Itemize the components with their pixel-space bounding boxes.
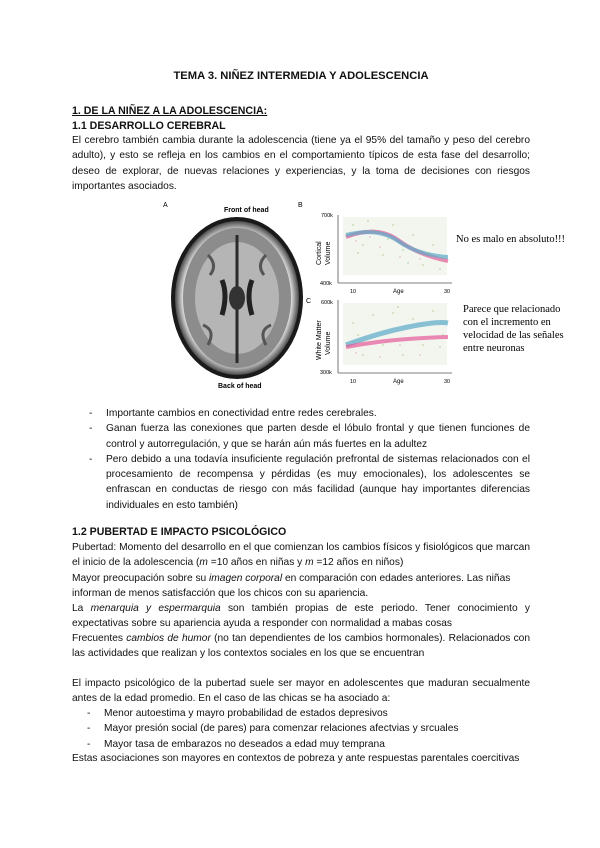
list-item: - Ganan fuerza las conexiones que parten desde el lóbulo frontal y que tienen funciones de control y autorregulación, y que se harán aún más fuertes en la adultez [72, 421, 530, 452]
cortical-y-top: 700k [321, 213, 333, 219]
note-white-matter-1: Parece que relacionado [463, 304, 561, 315]
brain-development-list [72, 406, 530, 513]
section-1-1-heading: 1.1 DESARROLLO CEREBRAL [72, 120, 226, 132]
cortical-xlabel: Age [393, 289, 404, 295]
document-title: TEMA 3. NIÑEZ INTERMEDIA Y ADOLESCENCIA [173, 70, 429, 82]
section-1-heading: 1. DE LA NIÑEZ A LA ADOLESCENCIA: [72, 105, 268, 117]
front-of-head-label: Front of head [224, 207, 269, 214]
cortical-volume-plot [338, 215, 452, 283]
poverty-paragraph: Estas asociaciones son mayores en contextos de pobreza y ante respuestas parentales coercitivas [72, 753, 520, 764]
white-matter-x-10: 10 [350, 379, 357, 385]
white-matter-x-30: 30 [444, 379, 451, 385]
white-matter-ylabel-2: Volume [325, 331, 332, 355]
cortical-ylabel-1: Cortical [316, 241, 323, 265]
back-of-head-label: Back of head [218, 383, 262, 390]
menarche-paragraph: La menarquia y espermarquia son también propias de este periodo. Tener conocimiento y expectativas sobre su apariencia ayuda a responder con normalidad a mabas cosas [72, 603, 530, 630]
early-maturation-list [72, 706, 530, 752]
brain-development-figure [158, 195, 588, 390]
list-item: - Pero debido a una todavía insuficiente regulación prefrontal de sistemas relacionados con el procesamiento de recompensa y pérdidas (es muy emocionales), los adolescentes se enfrascan en conductas de riesgo con más facilidad (aunque hay importantes diferencias individuales en esto también) [72, 452, 530, 513]
white-matter-volume-plot [338, 300, 452, 373]
panel-a-label: A [163, 202, 168, 209]
list-item: - Menor autoestima y mayro probabilidad de estados depresivos [72, 706, 530, 721]
brain-development-paragraph: El cerebro también cambia durante la adolescencia (tiene ya el 95% del tamaño y peso del cerebro adulto), y esto se refleja en los cambios en el comportamiento típicos de esta fase del desarrollo; deseo de explorar, de nuevas relaciones y experiencias, y la toma de decisiones con riesgos importantes asociados. [72, 135, 530, 192]
note-white-matter-3: velocidad de las señales [463, 330, 564, 341]
note-white-matter-2: con el incremento en [463, 317, 551, 328]
note-white-matter-4: entre neuronas [463, 343, 525, 354]
section-1-2-heading: 1.2 PUBERTAD E IMPACTO PSICOLÓGICO [72, 526, 287, 538]
white-matter-y-bottom: 300k [320, 370, 332, 376]
list-item: - Mayor presión social (de pares) para comenzar relaciones afectvias y srcuales [72, 721, 530, 736]
list-item: - Importante cambios en conectividad entre redes cerebrales. [72, 406, 530, 421]
note-cortical: No es malo en absoluto!!! [456, 234, 566, 245]
cortical-x-10: 10 [350, 289, 357, 295]
cortical-y-bottom: 400k [320, 281, 332, 287]
brain-mri-image [171, 217, 303, 379]
list-item: - Mayor tasa de embarazos no deseados a edad muy temprana [72, 737, 530, 752]
cortical-ylabel-2: Volume [325, 241, 332, 265]
puberty-definition-paragraph: Pubertad: Momento del desarrollo en el que comienzan los cambios físicos y fisiológicos que marcan el inicio de la adolescencia (m =10 años en niñas y m =12 años en niños) [72, 542, 530, 569]
white-matter-y-top: 600k [321, 300, 333, 306]
white-matter-ylabel-1: White Matter [316, 320, 323, 360]
panel-b-label: B [298, 202, 303, 209]
body-image-paragraph: Mayor preocupación sobre su imagen corporal en comparación con edades anteriores. Las niñas informan de menos satisfacción que los chicos con su apariencia. [72, 573, 511, 600]
cortical-x-30: 30 [444, 289, 451, 295]
mood-changes-paragraph: Frecuentes cambios de humor (no tan dependientes de los cambios hormonales). Relacionados con las actividades que realizan y los contextos sociales en los que se encuentran [72, 633, 531, 660]
panel-c-label: C [306, 298, 312, 305]
early-maturation-paragraph: El impacto psicológico de la pubertad suele ser mayor en adolescentes que maduran secualmente antes de la edad promedio. En el caso de las chicas se ha asociado a: [72, 678, 530, 705]
white-matter-xlabel: Age [393, 379, 404, 385]
